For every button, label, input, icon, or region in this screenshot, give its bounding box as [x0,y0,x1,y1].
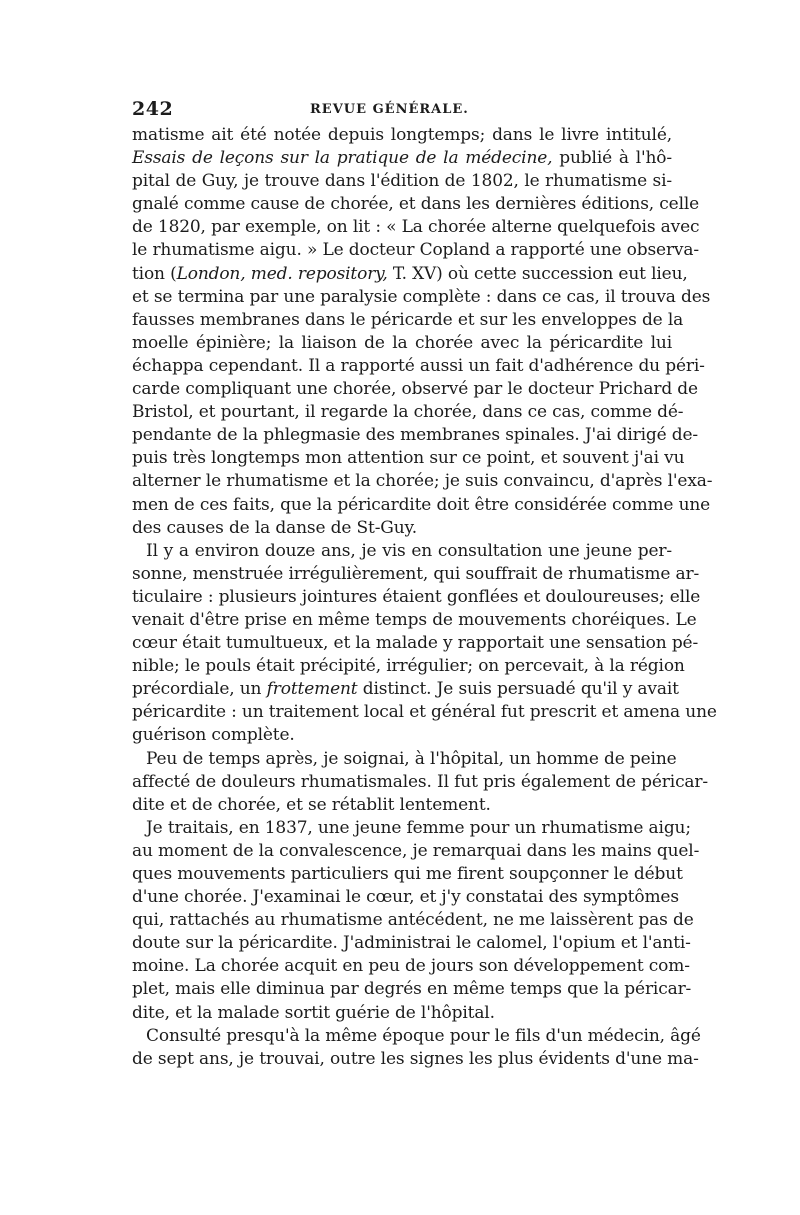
text-line: des causes de la danse de St-Guy. [132,517,417,538]
text-line: péricardite : un traitement local et général fut prescrit et amena une [132,702,717,723]
text-line: d'une chorée. J'examinai le cœur, et j'y constatai des symptômes [132,887,679,908]
text-line: puis très longtemps mon attention sur ce point, et souvent j'ai vu [132,448,685,469]
text-line: de 1820, par exemple, on lit : « La chorée alterne quelquefois avec [132,217,700,238]
text-line [132,147,672,170]
text-line: Consulté presqu'à la même époque pour le fils d'un médecin, âgé [146,1025,701,1046]
text-line: fausses membranes dans le péricarde et sur les enveloppes de la [132,309,684,330]
text-line: de sept ans, je trouvai, outre les signes les plus évidents d'une ma- [132,1048,699,1069]
text-segment: distinct. Je suis persuadé qu'il y avait [357,679,679,700]
text-line: carde compliquant une chorée, observé par le docteur Prichard de [132,379,698,400]
text-line: Bristol, et pourtant, il regarde la chorée, dans ce cas, comme dé- [132,402,684,423]
text-line: moine. La chorée acquit en peu de jours son développement com- [132,956,690,977]
text-line: gnalé comme cause de chorée, et dans les dernières éditions, celle [132,194,700,215]
text-line: alterner le rhumatisme et la chorée; je suis convaincu, d'après l'exa- [132,471,713,492]
italic-title: London, med. repository, [176,263,388,284]
italic-title: Essais de leçons sur la pratique de la médecine, [132,148,553,169]
text-line: et se termina par une paralysie complète : dans ce cas, il trouva des [132,286,711,307]
text-line: Je traitais, en 1837, une jeune femme pour un rhumatisme aigu; [146,817,691,838]
text-line: Il y a environ douze ans, je vis en consultation une jeune per- [146,540,672,561]
text-line [132,678,679,701]
text-line: venait d'être prise en même temps de mouvements choréiques. Le [132,609,697,630]
text-line: dite, et la malade sortit guérie de l'hôpital. [132,1002,495,1023]
body-text [132,124,717,1071]
text-line: affecté de douleurs rhumatismales. Il fut pris également de péricar- [132,771,708,792]
text-line: matisme ait été notée depuis longtemps; dans le livre intitulé, [132,125,672,145]
italic-title: frottement [266,679,358,700]
text-line: guérison complète. [132,725,295,746]
text-line: le rhumatisme aigu. » Le docteur Copland a rapporté une observa- [132,240,699,261]
text-segment: précordiale, un [132,679,267,700]
text-line: moelle épinière; la liaison de la chorée avec la péricardite lui [132,332,672,353]
text-line [132,263,688,286]
text-line: men de ces faits, que la péricardite doit être considérée comme une [132,494,711,515]
text-line: au moment de la convalescence, je remarquai dans les mains quel- [132,840,700,861]
text-line: échappa cependant. Il a rapporté aussi un fait d'adhérence du péri- [132,355,705,376]
text-line: pital de Guy, je trouve dans l'édition de 1802, le rhumatisme si- [132,171,672,192]
text-line: sonne, menstruée irrégulièrement, qui souffrait de rhumatisme ar- [132,563,700,584]
text-line: pendante de la phlegmasie des membranes spinales. J'ai dirigé de- [132,425,699,446]
text-segment: tion ( [132,263,177,284]
text-line: nible; le pouls était précipité, irrégulier; on percevait, à la région [132,656,685,677]
text-line: doute sur la péricardite. J'administrai le calomel, l'opium et l'anti- [132,933,691,954]
text-line: ques mouvements particuliers qui me firent soupçonner le début [132,864,683,884]
text-line: qui, rattachés au rhumatisme antécédent, ne me laissèrent pas de [132,910,694,931]
text-segment: T. XV) où cette succession eut lieu, [387,263,688,284]
text-segment: publié à l'hô- [552,148,672,169]
running-head: REVUE GÉNÉRALE. [310,102,469,117]
text-line: dite et de chorée, et se rétablit lentement. [132,794,491,815]
text-line: plet, mais elle diminua par degrés en même temps que la péricar- [132,979,692,1000]
page-number: 242 [132,98,174,120]
text-line: cœur était tumultueux, et la malade y rapportait une sensation pé- [132,633,699,654]
text-line: Peu de temps après, je soignai, à l'hôpital, un homme de peine [146,748,677,769]
text-line: ticulaire : plusieurs jointures étaient gonflées et douloureuses; elle [132,586,701,607]
